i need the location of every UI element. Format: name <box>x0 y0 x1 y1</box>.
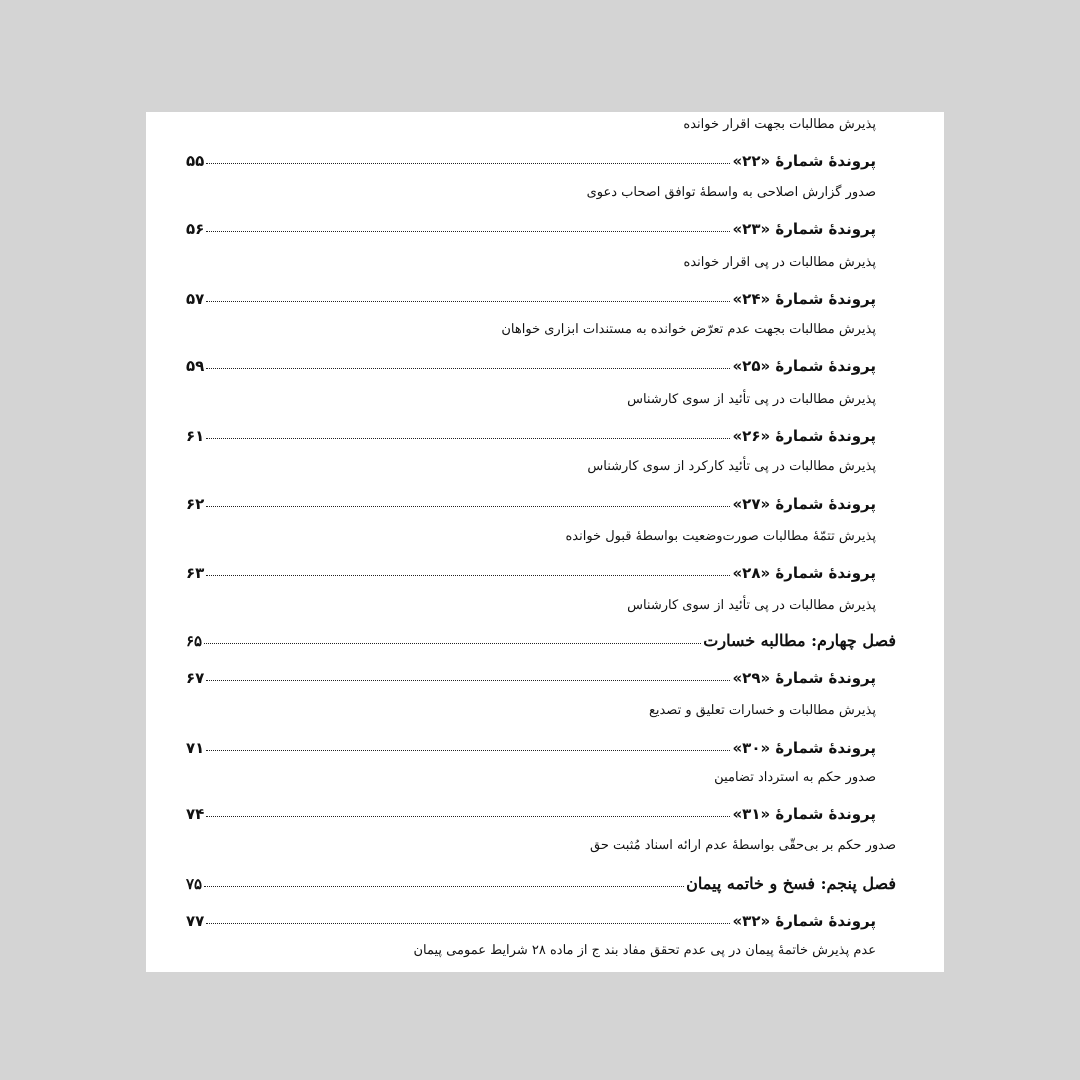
toc-description: عدم پذیرش خاتمۀ پیمان در پی عدم تحقق مفاد بند ج از ماده ۲۸ شرایط عمومی پیمان <box>413 943 876 958</box>
toc-description: پذیرش مطالبات در پی تأئید کارکرد از سوی کارشناس <box>587 459 876 474</box>
toc-entry[interactable] <box>186 731 876 757</box>
toc-entry[interactable] <box>186 282 876 308</box>
toc-page-number: ۶۷ <box>186 669 205 687</box>
toc-page-number: ۶۲ <box>186 495 205 513</box>
toc-entry[interactable] <box>186 661 876 687</box>
toc-description: پذیرش مطالبات بجهت اقرار خوانده <box>683 117 876 132</box>
toc-leader-dots <box>204 643 701 644</box>
toc-entry[interactable] <box>186 419 876 445</box>
toc-entry[interactable] <box>186 212 876 238</box>
toc-description: پذیرش مطالبات در پی اقرار خوانده <box>683 255 876 270</box>
toc-description: صدور گزارش اصلاحی به واسطۀ توافق اصحاب دعوی <box>586 185 876 200</box>
toc-description: پذیرش مطالبات در پی تأئید از سوی کارشناس <box>627 392 876 407</box>
toc-page-number: ۷۴ <box>186 805 205 823</box>
toc-leader-dots <box>206 750 730 751</box>
toc-description: صدور حکم به استرداد تضامین <box>714 770 876 785</box>
toc-entry-label: پروندۀ شمارۀ «۳۲» <box>732 912 876 930</box>
toc-entry-label: پروندۀ شمارۀ «۲۶» <box>732 427 876 445</box>
toc-page-number: ۶۱ <box>186 427 205 445</box>
toc-page-number: ۵۷ <box>186 290 205 308</box>
toc-entry[interactable] <box>186 556 876 582</box>
toc-chapter-label: فصل چهارم: مطالبه خسارت <box>703 631 896 650</box>
toc-chapter-entry[interactable] <box>186 867 896 893</box>
toc-description: پذیرش تتمّۀ مطالبات صورت‌وضعیت بواسطۀ قبول خوانده <box>565 529 876 544</box>
toc-chapter-label: فصل پنجم: فسخ و خاتمه پیمان <box>686 874 896 893</box>
toc-entry[interactable] <box>186 144 876 170</box>
toc-description: صدور حکم بر بی‌حقّی بواسطۀ عدم ارائه اسناد مُثبت حق <box>590 838 896 853</box>
toc-leader-dots <box>206 438 730 439</box>
toc-page-number: ۵۶ <box>186 220 205 238</box>
toc-entry-label: پروندۀ شمارۀ «۲۹» <box>732 669 876 687</box>
toc-page-number: ۶۵ <box>186 632 203 650</box>
toc-leader-dots <box>206 163 730 164</box>
toc-leader-dots <box>206 680 730 681</box>
toc-leader-dots <box>206 301 730 302</box>
toc-page-number: ۵۵ <box>186 152 205 170</box>
toc-leader-dots <box>204 886 684 887</box>
toc-entry-label: پروندۀ شمارۀ «۲۷» <box>732 495 876 513</box>
toc-entry-label: پروندۀ شمارۀ «۲۲» <box>732 152 876 170</box>
toc-entry[interactable] <box>186 487 876 513</box>
toc-description: پذیرش مطالبات در پی تأئید از سوی کارشناس <box>627 598 876 613</box>
toc-entry[interactable] <box>186 349 876 375</box>
toc-page <box>146 112 944 972</box>
toc-page-number: ۵۹ <box>186 357 205 375</box>
toc-entry[interactable] <box>186 797 876 823</box>
toc-leader-dots <box>206 231 730 232</box>
toc-page-number: ۷۱ <box>186 739 205 757</box>
toc-entry-label: پروندۀ شمارۀ «۳۱» <box>732 805 876 823</box>
toc-leader-dots <box>206 816 730 817</box>
toc-description: پذیرش مطالبات و خسارات تعلیق و تصدیع <box>648 703 876 718</box>
toc-chapter-entry[interactable] <box>186 624 896 650</box>
toc-leader-dots <box>206 923 730 924</box>
toc-leader-dots <box>206 368 730 369</box>
toc-entry-label: پروندۀ شمارۀ «۳۰» <box>732 739 876 757</box>
toc-entry-label: پروندۀ شمارۀ «۲۴» <box>732 290 876 308</box>
toc-page-number: ۶۳ <box>186 564 205 582</box>
toc-page-number: ۷۷ <box>186 912 205 930</box>
toc-entry-label: پروندۀ شمارۀ «۲۸» <box>732 564 876 582</box>
toc-entry[interactable] <box>186 904 876 930</box>
toc-description: پذیرش مطالبات بجهت عدم تعرّض خوانده به مستندات ابزاری خواهان <box>501 322 876 337</box>
toc-entry-label: پروندۀ شمارۀ «۲۳» <box>732 220 876 238</box>
toc-page-number: ۷۵ <box>186 875 203 893</box>
toc-leader-dots <box>206 506 730 507</box>
toc-entry-label: پروندۀ شمارۀ «۲۵» <box>732 357 876 375</box>
toc-leader-dots <box>206 575 730 576</box>
